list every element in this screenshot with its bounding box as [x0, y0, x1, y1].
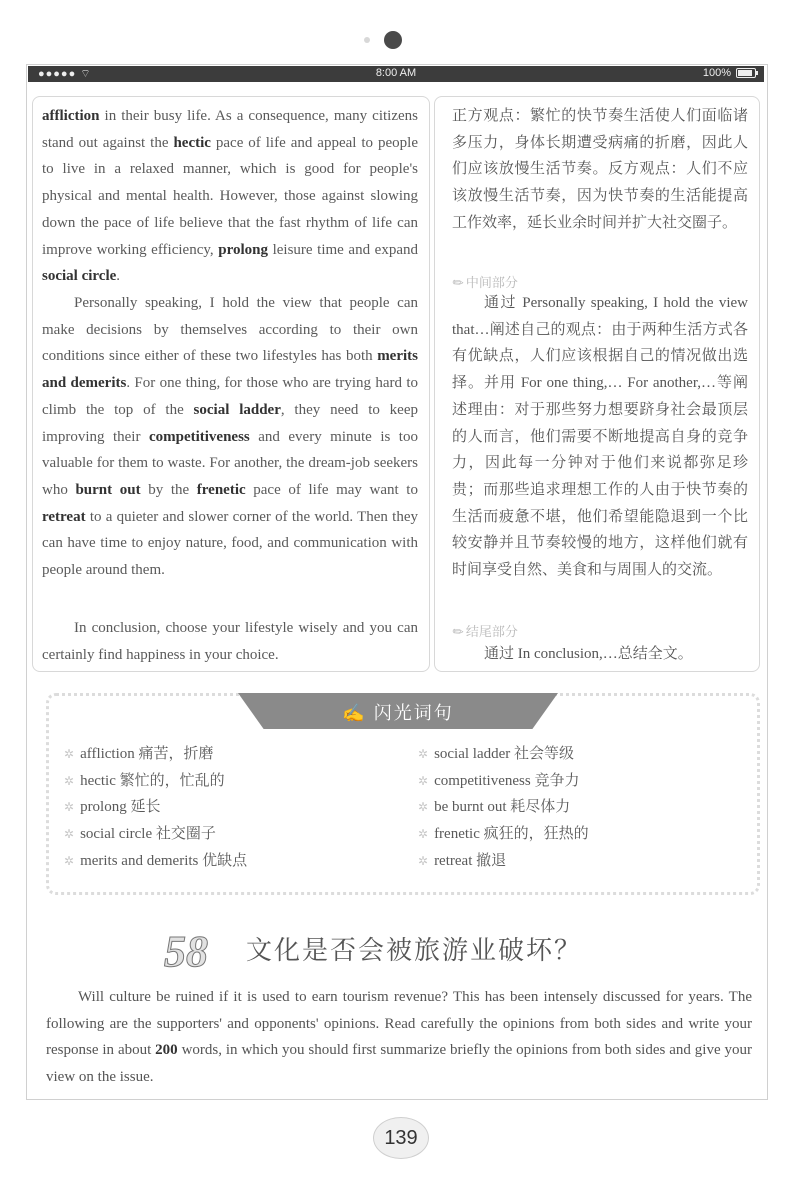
vocab-list-right	[418, 741, 589, 875]
text-run: .	[116, 268, 121, 285]
key-term: hectic	[173, 134, 211, 151]
vocab-item: ✲ affliction 痛苦，折磨	[64, 746, 214, 762]
text-run: leisure time and expand	[267, 241, 418, 258]
vocab-list-left	[64, 741, 247, 875]
key-term: 200	[155, 1042, 178, 1059]
end-section-heading: ✎结尾部分	[449, 622, 518, 641]
star-icon: ✲	[418, 747, 429, 761]
vocab-item: ✲ frenetic 疯狂的，狂热的	[418, 826, 589, 843]
text-run: Personally speaking, I hold the view that people can make decisions by themselves according to their own conditions since either of these two lifestyles has both	[42, 295, 418, 365]
vocab-item: ✲ prolong 延长	[64, 799, 161, 816]
star-icon: ✲	[418, 800, 429, 815]
text-run: words, in which you should first summarize briefly the opinions from both sides and give your view on the issue.	[46, 1042, 753, 1086]
key-term: competitiveness	[148, 428, 250, 445]
text-run: and every minute is too valuable for them to waste. For another, the dream-job seekers who	[42, 428, 418, 498]
text-run: pace of life and appeal to people to live in a relaxed manner, which is good for people's physical and mental health. However, those against slowing down the pace of life believe that the fast rhythm of life can improve working efficiency,	[42, 134, 418, 258]
star-icon: ✲	[64, 800, 75, 815]
vocab-item: ✲ social ladder 社会等级	[418, 746, 575, 762]
vocab-item: ✲ competitiveness 竞争力	[418, 772, 580, 789]
text-run: In conclusion, choose your lifestyle wisely and you can certainly find happiness in your choice.	[42, 620, 418, 663]
sensor-dot	[364, 37, 370, 43]
status-bar	[28, 66, 764, 82]
writing-prompt	[46, 984, 752, 1091]
text-run: by the	[140, 481, 197, 498]
essay-paragraph-1	[42, 103, 418, 290]
vocab-item: ✲ retreat 撤退	[418, 852, 507, 869]
text-run: pace of life may want to	[245, 481, 418, 498]
analysis-end-text: 通过 In conclusion,…总结全文。	[484, 646, 693, 662]
section-number: 58	[164, 927, 208, 976]
analysis-intro-text: 正方观点：繁忙的快节奏生活使人们面临诸多压力，身体长期遭受病痛的折磨，因此人们应该放慢生活节奏。反方观点：人们不应该放慢生活节奏，因为快节奏的生活能提高工作效率，延长业余时间并扩大社交圈子。	[452, 108, 748, 231]
vocab-item: ✲ merits and demerits 优缺点	[64, 852, 248, 869]
essay-paragraph-2	[42, 290, 418, 584]
text-run: in their busy life. As a consequence, many citizens stand out against the	[42, 108, 418, 151]
vocab-item: ✲ be burnt out 耗尽体力	[418, 799, 571, 816]
key-term: frenetic	[196, 481, 246, 498]
star-icon: ✲	[64, 773, 75, 788]
vocabulary-title: ✍ 闪光词句	[342, 703, 454, 723]
signal-icon: ●●●●● ⌔	[38, 68, 92, 80]
pencil-icon: ✎	[449, 622, 468, 641]
reading-icon: ✍	[342, 703, 374, 723]
key-term: affliction	[42, 108, 100, 124]
key-term: prolong	[218, 241, 268, 258]
status-time: 8:00 AM	[375, 67, 417, 79]
analysis-middle-text: 通过 Personally speaking, I hold the view that…阐述自己的观点：由于两种生活方式各有优缺点，人们应该根据自己的情况做出选择。并用 For one thing,… For another,…等阐述理由：对于那些努力想要跻身社会最顶层的人而言，他们需要不断地提高自身的竞争力，因此每一分钟对于他们来说都弥足珍贵；而那些追求理想工作的人由于快节奏的生活而疲惫不堪，他们希望能隐退到一个比较安静并且节奏较慢的地方，这样他们就有时间享受自然、美食和与周围人的交流。	[452, 295, 748, 579]
page-number: 139	[373, 1117, 429, 1159]
camera-lens	[384, 31, 402, 49]
middle-section-heading: ✎中间部分	[449, 273, 518, 292]
star-icon: ✲	[64, 747, 75, 761]
key-term: social circle	[42, 268, 117, 285]
key-term: burnt out	[75, 481, 141, 498]
key-term: merits and demerits	[42, 348, 418, 392]
star-icon: ✲	[418, 827, 429, 842]
star-icon: ✲	[418, 853, 429, 868]
text-run: to a quieter and slower corner of the world. Then they can have time to enjoy nature, food, and communication with people around them.	[42, 508, 418, 579]
battery-icon	[736, 68, 756, 78]
text-run: Will culture be ruined if it is used to earn tourism revenue? This has been intensely discussed for years. The following are the supporters' and opponents' opinions. Read carefully the opinions from both sides and write your response in about	[46, 989, 752, 1059]
key-term: retreat	[42, 508, 86, 525]
battery-status: 100%	[703, 67, 756, 79]
star-icon: ✲	[64, 827, 75, 842]
key-term: social ladder	[193, 401, 281, 418]
vocab-item: ✲ social circle 社交圈子	[64, 826, 216, 843]
vocab-item: ✲ hectic 繁忙的，忙乱的	[64, 772, 225, 789]
star-icon: ✲	[64, 853, 75, 868]
star-icon: ✲	[418, 773, 429, 788]
device-camera	[0, 28, 800, 52]
section-title: 文化是否会被旅游业破坏？	[246, 935, 583, 965]
essay-paragraph-3	[42, 615, 418, 668]
text-run: , they need to keep improving their	[42, 401, 418, 445]
text-run: . For one thing, for those who are trying hard to climb the top of the	[42, 375, 419, 418]
pencil-icon: ✎	[449, 273, 468, 292]
